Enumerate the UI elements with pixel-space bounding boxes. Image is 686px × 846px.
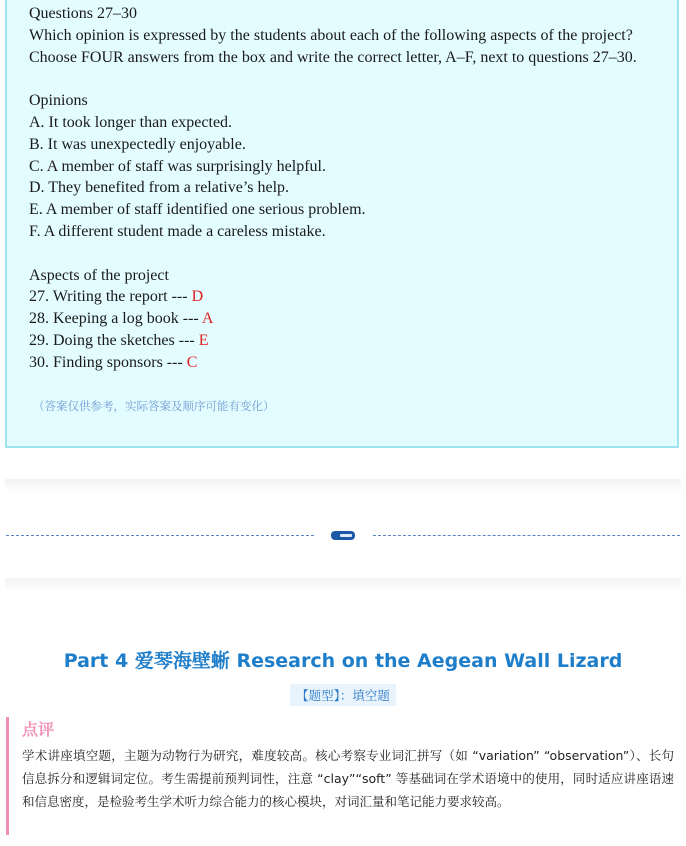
section-shadow-top [5,479,681,493]
opinion-f: F. A different student made a careless mistake. [29,222,326,240]
answer-letter: A [201,310,214,328]
answer-letter: E [198,331,209,349]
aspect-label: 30. Finding sponsors --- [29,353,187,371]
comment-title: 点评 [22,720,55,739]
opinion-b: B. It was unexpectedly enjoyable. [29,135,246,153]
answer-letter: D [191,288,204,306]
instruction-line-2: Choose FOUR answers from the box and write the correct letter, A–F, next to questions 27–30. [29,48,637,66]
opinion-e: E. A member of staff identified one serious problem. [29,201,366,219]
answer-letter: C [186,353,198,371]
comment-body: 学术讲座填空题，主题为动物行为研究，难度较高。核心考察专业词汇拼写（如 “variation” “observation”）、长句信息拆分和逻辑词定位。考生需提前预判词性，注意 “clay”“soft” 等基础词在学术语境中的使用，同时适应讲座语速和信息密度，是检验考生学术听力综合能力的核心模块，对词汇量和笔记能力要求较高。 [22,748,674,809]
question-type-row [0,684,686,706]
aspect-28 [29,308,669,330]
spacer [29,243,669,265]
aspects-title: Aspects of the project [29,266,169,284]
questions-text [29,3,669,374]
aspect-27 [29,286,669,308]
aspect-label: 27. Writing the report --- [29,288,192,306]
aspect-29 [29,330,669,352]
answer-disclaimer-note: （答案仅供参考，实际答案及顺序可能有变化） [33,399,275,413]
aspect-label: 29. Doing the sketches --- [29,331,199,349]
spacer [29,68,669,90]
divider-line-right [373,535,680,536]
section-shadow-bottom [5,578,681,592]
question-type-badge: 【题型】：填空题 [290,684,396,706]
aspect-30 [29,352,669,374]
opinion-c: C. A member of staff was surprisingly helpful. [29,157,326,175]
opinion-a: A. It took longer than expected. [29,113,233,131]
part4-title: Part 4 爱琴海壁蜥 Research on the Aegean Wall Lizard [63,650,623,672]
comment-block [6,717,674,835]
instruction-line-1: Which opinion is expressed by the students about each of the following aspects of the project? [29,26,633,44]
divider-line-left [6,535,314,536]
questions-heading: Questions 27–30 [29,5,137,22]
opinion-d: D. They benefited from a relative’s help. [29,179,290,197]
answer-box [5,0,679,448]
aspect-label: 28. Keeping a log book --- [29,310,202,328]
opinions-title: Opinions [29,92,88,110]
brand-logo-icon [331,531,355,540]
